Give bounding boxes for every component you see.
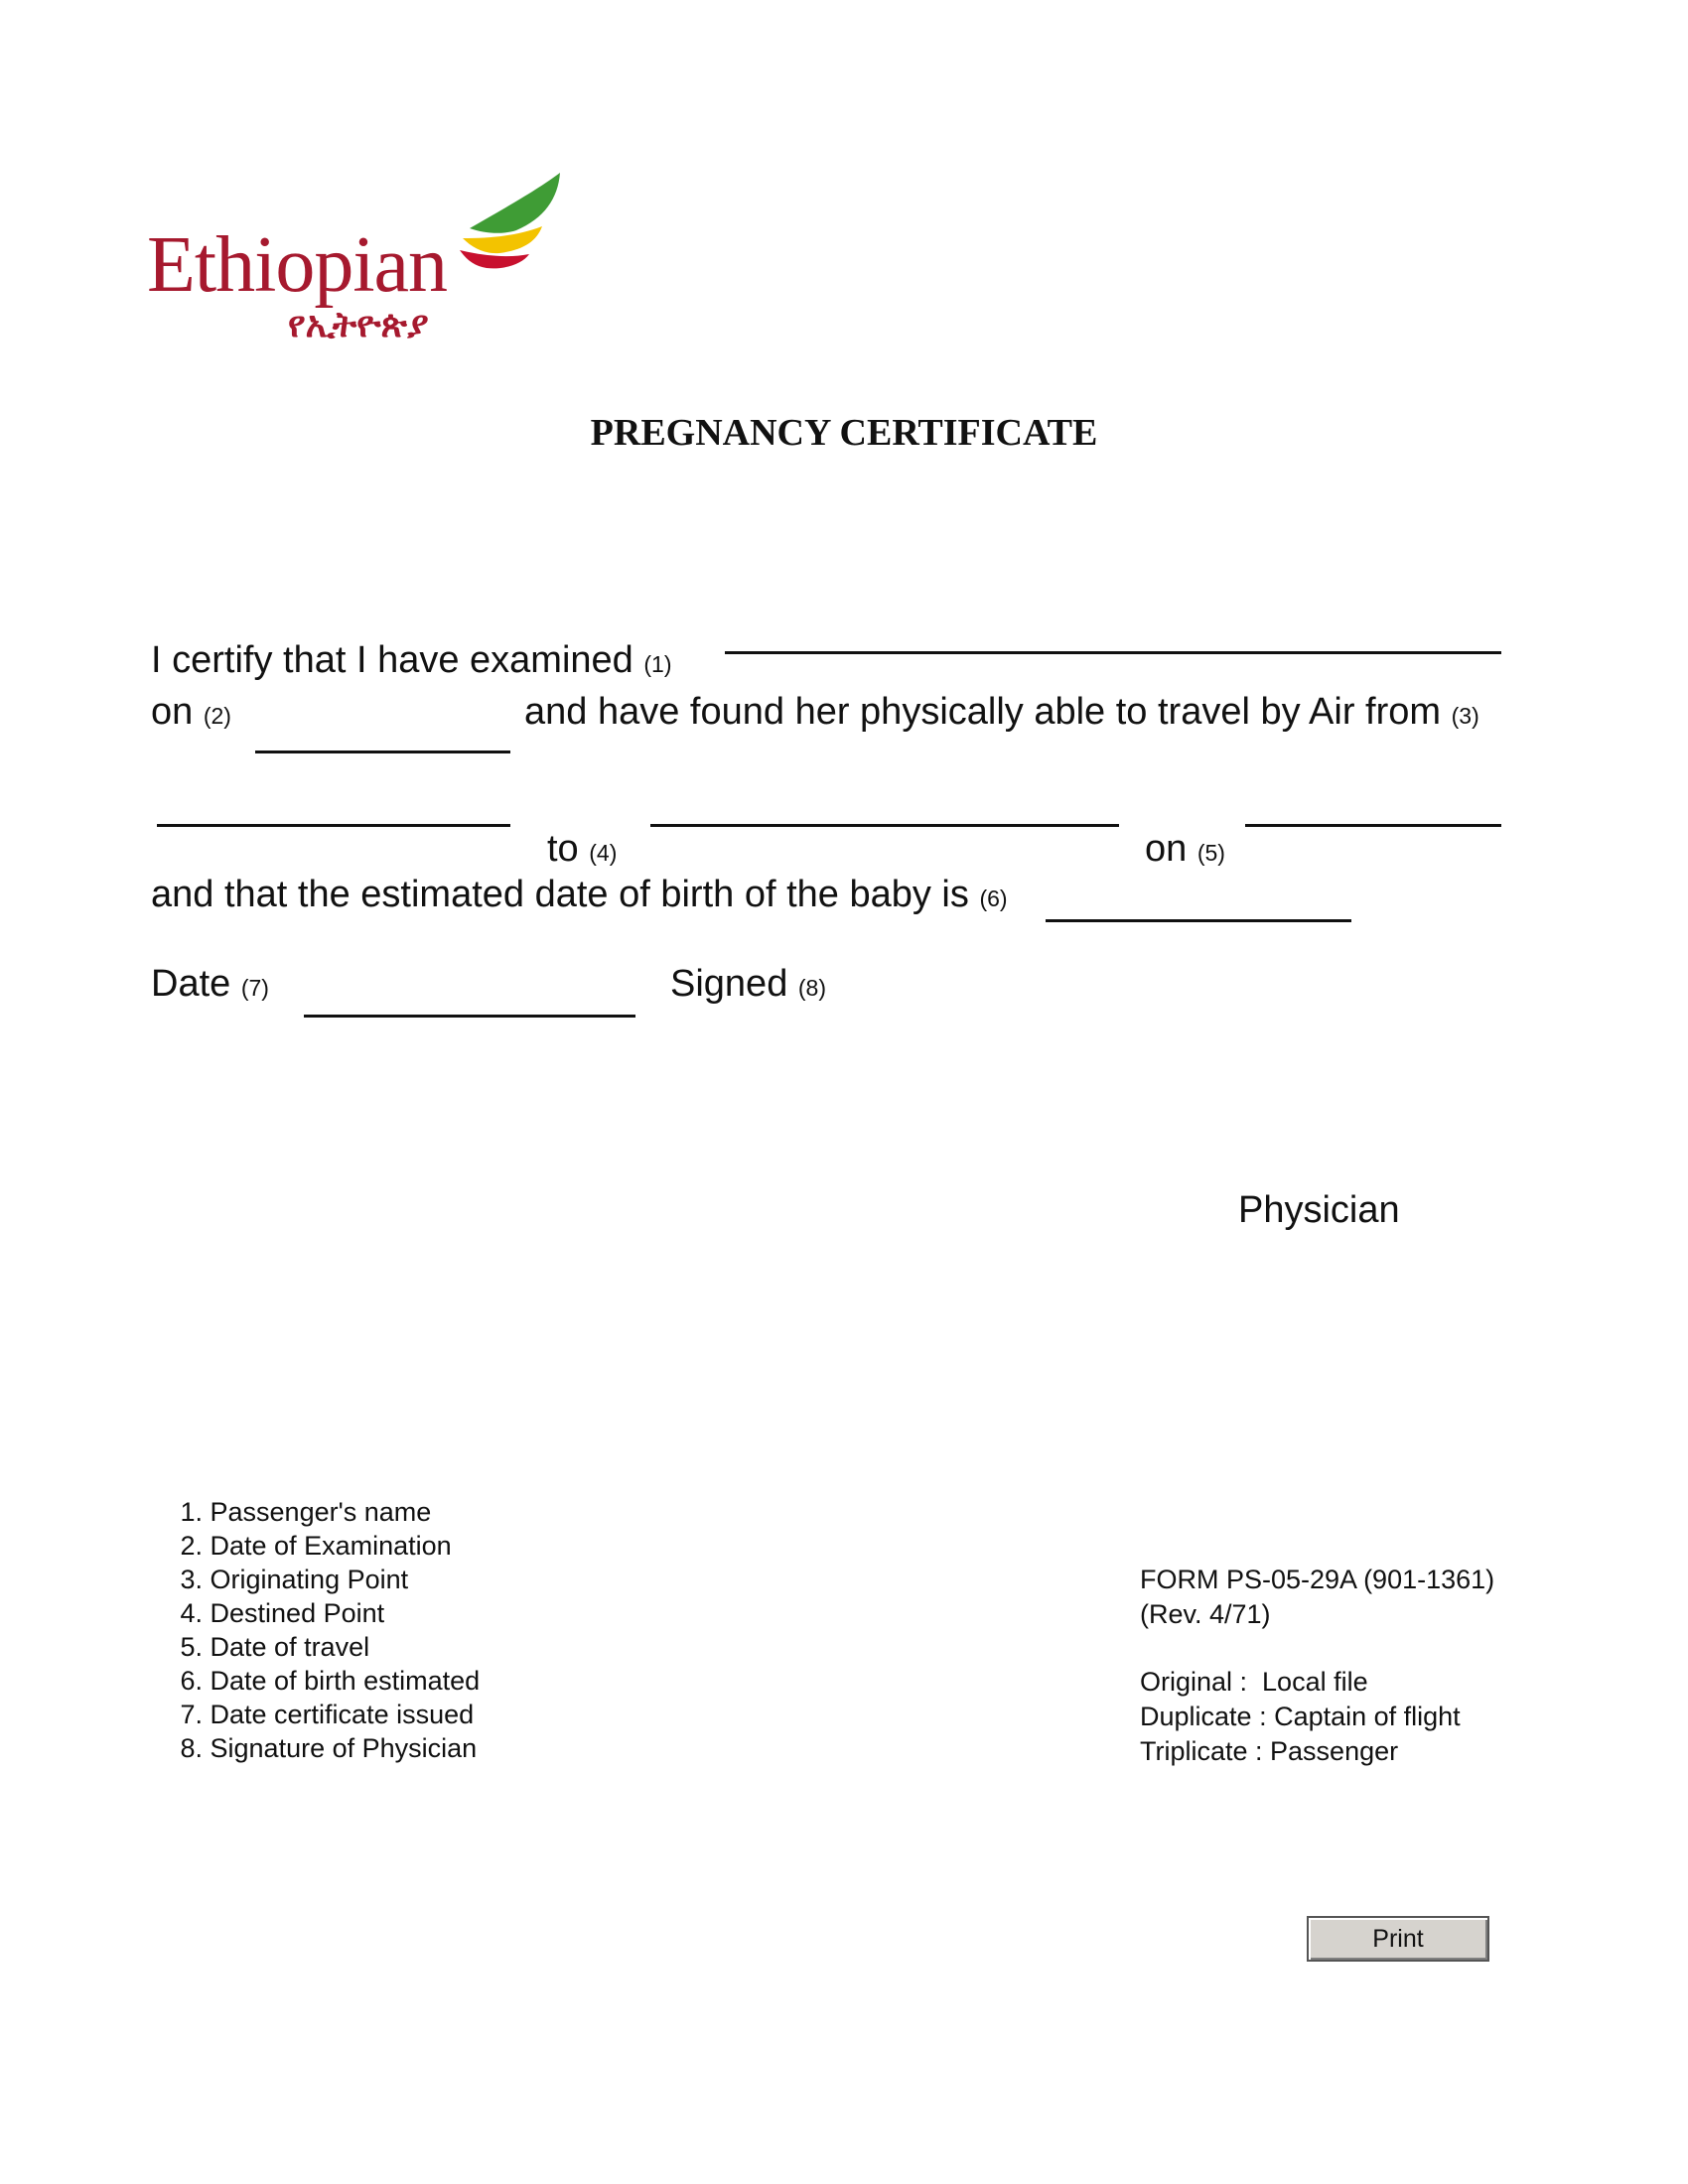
birth-date-label: and that the estimated date of birth of the baby is	[151, 874, 969, 915]
legend-item: 5. Date of travel	[180, 1632, 370, 1662]
certificate-date-field[interactable]	[304, 1015, 635, 1018]
print-button[interactable]: Print	[1307, 1916, 1489, 1962]
legend-item: 1. Passenger's name	[180, 1497, 432, 1527]
signed-label	[670, 963, 826, 1006]
form-number: FORM PS-05-29A (901-1361)	[1140, 1565, 1495, 1594]
to-text: to	[547, 828, 579, 870]
field-marker-1: (1)	[643, 651, 672, 677]
field-marker-8: (8)	[797, 975, 827, 1001]
field-marker-2: (2)	[203, 703, 231, 729]
form-revision: (Rev. 4/71)	[1140, 1599, 1271, 1629]
legend-item: 4. Destined Point	[180, 1598, 385, 1628]
field-marker-4: (4)	[589, 840, 618, 866]
field-marker-7: (7)	[240, 975, 269, 1001]
physically-able-text	[524, 691, 1479, 734]
certify-text	[151, 639, 672, 682]
on-label-2	[151, 691, 231, 734]
legend-item: 2. Date of Examination	[180, 1531, 452, 1561]
logo-latin-text: Ethiopian	[147, 221, 448, 309]
logo-amharic-text: የኢትዮጵያ	[288, 305, 429, 344]
certify-label: I certify that I have examined	[151, 639, 633, 681]
estimated-birth-field[interactable]	[1046, 919, 1351, 922]
field-legend	[169, 1495, 480, 1765]
travel-date-field[interactable]	[1245, 824, 1501, 827]
physically-able-label: and have found her physically able to travel by Air from	[524, 691, 1442, 733]
signed-text: Signed	[670, 963, 788, 1005]
date-label	[151, 963, 269, 1006]
field-marker-5: (5)	[1196, 840, 1225, 866]
field-marker-6: (6)	[979, 886, 1008, 911]
legend-item: 7. Date certificate issued	[180, 1700, 475, 1729]
passenger-name-field[interactable]	[725, 651, 1501, 654]
field-marker-3: (3)	[1451, 703, 1479, 729]
copy-triplicate: Triplicate : Passenger	[1140, 1736, 1399, 1766]
form-info	[1140, 1563, 1494, 1769]
origin-field[interactable]	[157, 824, 510, 827]
on-text: on	[151, 691, 194, 733]
ethiopian-logo	[147, 169, 564, 347]
destination-field[interactable]	[650, 824, 1119, 827]
birth-date-text	[151, 874, 1008, 916]
examination-date-field[interactable]	[255, 751, 510, 753]
on-text-5: on	[1145, 828, 1188, 870]
legend-item: 6. Date of birth estimated	[180, 1666, 481, 1696]
legend-item: 8. Signature of Physician	[180, 1733, 478, 1763]
date-text: Date	[151, 963, 231, 1005]
physician-label: Physician	[1238, 1189, 1400, 1231]
copy-original: Original : Local file	[1140, 1667, 1368, 1697]
on-label-5	[1145, 828, 1225, 871]
page-title: PREGNANCY CERTIFICATE	[590, 412, 1098, 454]
legend-item: 3. Originating Point	[180, 1565, 409, 1594]
to-label	[547, 828, 617, 871]
copy-duplicate: Duplicate : Captain of flight	[1140, 1702, 1461, 1731]
